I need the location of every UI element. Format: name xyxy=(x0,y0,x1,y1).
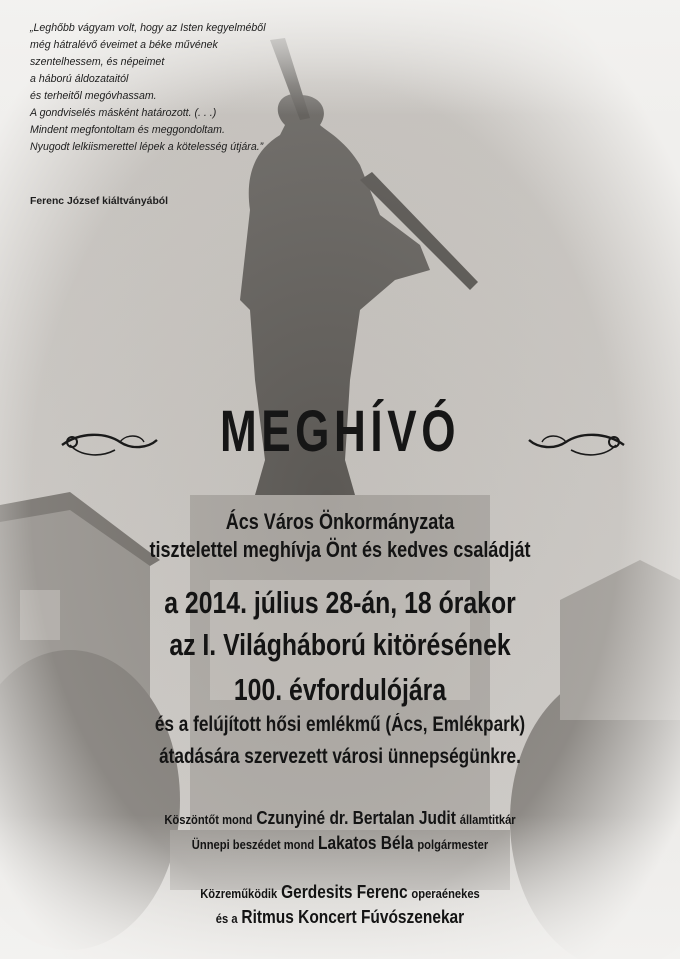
speaker-credit xyxy=(13,808,667,829)
invitation-line: tisztelettel meghívja Önt és kedves családját xyxy=(149,537,531,562)
credit-role: és a xyxy=(215,911,238,926)
credit-role: Közreműködik xyxy=(200,886,278,901)
event-date: a 2014. július 28-án, 18 órakor xyxy=(164,585,516,620)
speaker-credit xyxy=(13,833,667,854)
invitation-line: az I. Világháború kitörésének xyxy=(169,627,511,662)
invitation-line: Ács Város Önkormányzata xyxy=(225,509,455,534)
quote-line: Nyugodt lelkiismerettel lépek a kötelesség útjára.” xyxy=(30,141,264,153)
invitation-line: és a felújított hősi emlékmű (Ács, Emlékpark) xyxy=(154,713,526,736)
credit-role: Ünnepi beszédet mond xyxy=(191,837,315,852)
page-title: MEGHÍVÓ xyxy=(219,399,461,464)
invitation-line: átadására szervezett városi ünnepségünkre. xyxy=(159,745,521,768)
credit-name: Gerdesits Ferenc xyxy=(281,882,408,902)
quote-line: „Leghőbb vágyam volt, hogy az Isten kegyelméből xyxy=(30,22,266,34)
quote-line: Mindent megfontoltam és meggondoltam. xyxy=(30,124,225,136)
performer-credit xyxy=(13,907,667,928)
anniversary-line: 100. évfordulójára xyxy=(233,672,447,707)
quote-source: Ferenc József kiáltványából xyxy=(30,196,169,207)
quote-line: A gondviselés másként határozott. (. . .) xyxy=(30,107,217,119)
performer-credit xyxy=(13,882,667,903)
quote-line: és terheitől megóvhassam. xyxy=(30,90,157,102)
credit-name: Lakatos Béla xyxy=(318,833,414,853)
credit-name: Czunyiné dr. Bertalan Judit xyxy=(256,808,456,828)
credit-title: operaénekes xyxy=(411,886,480,901)
credit-name: Ritmus Koncert Fúvószenekar xyxy=(241,907,465,927)
credit-title: államtitkár xyxy=(459,812,516,827)
quote-line: még hátralévő éveimet a béke művének xyxy=(30,39,218,51)
credit-role: Köszöntőt mond xyxy=(164,812,253,827)
emperor-quote xyxy=(30,20,330,156)
credit-title: polgármester xyxy=(417,837,489,852)
quote-line: szentelhessem, és népeimet xyxy=(30,56,165,68)
quote-line: a háború áldozataitól xyxy=(30,73,129,85)
